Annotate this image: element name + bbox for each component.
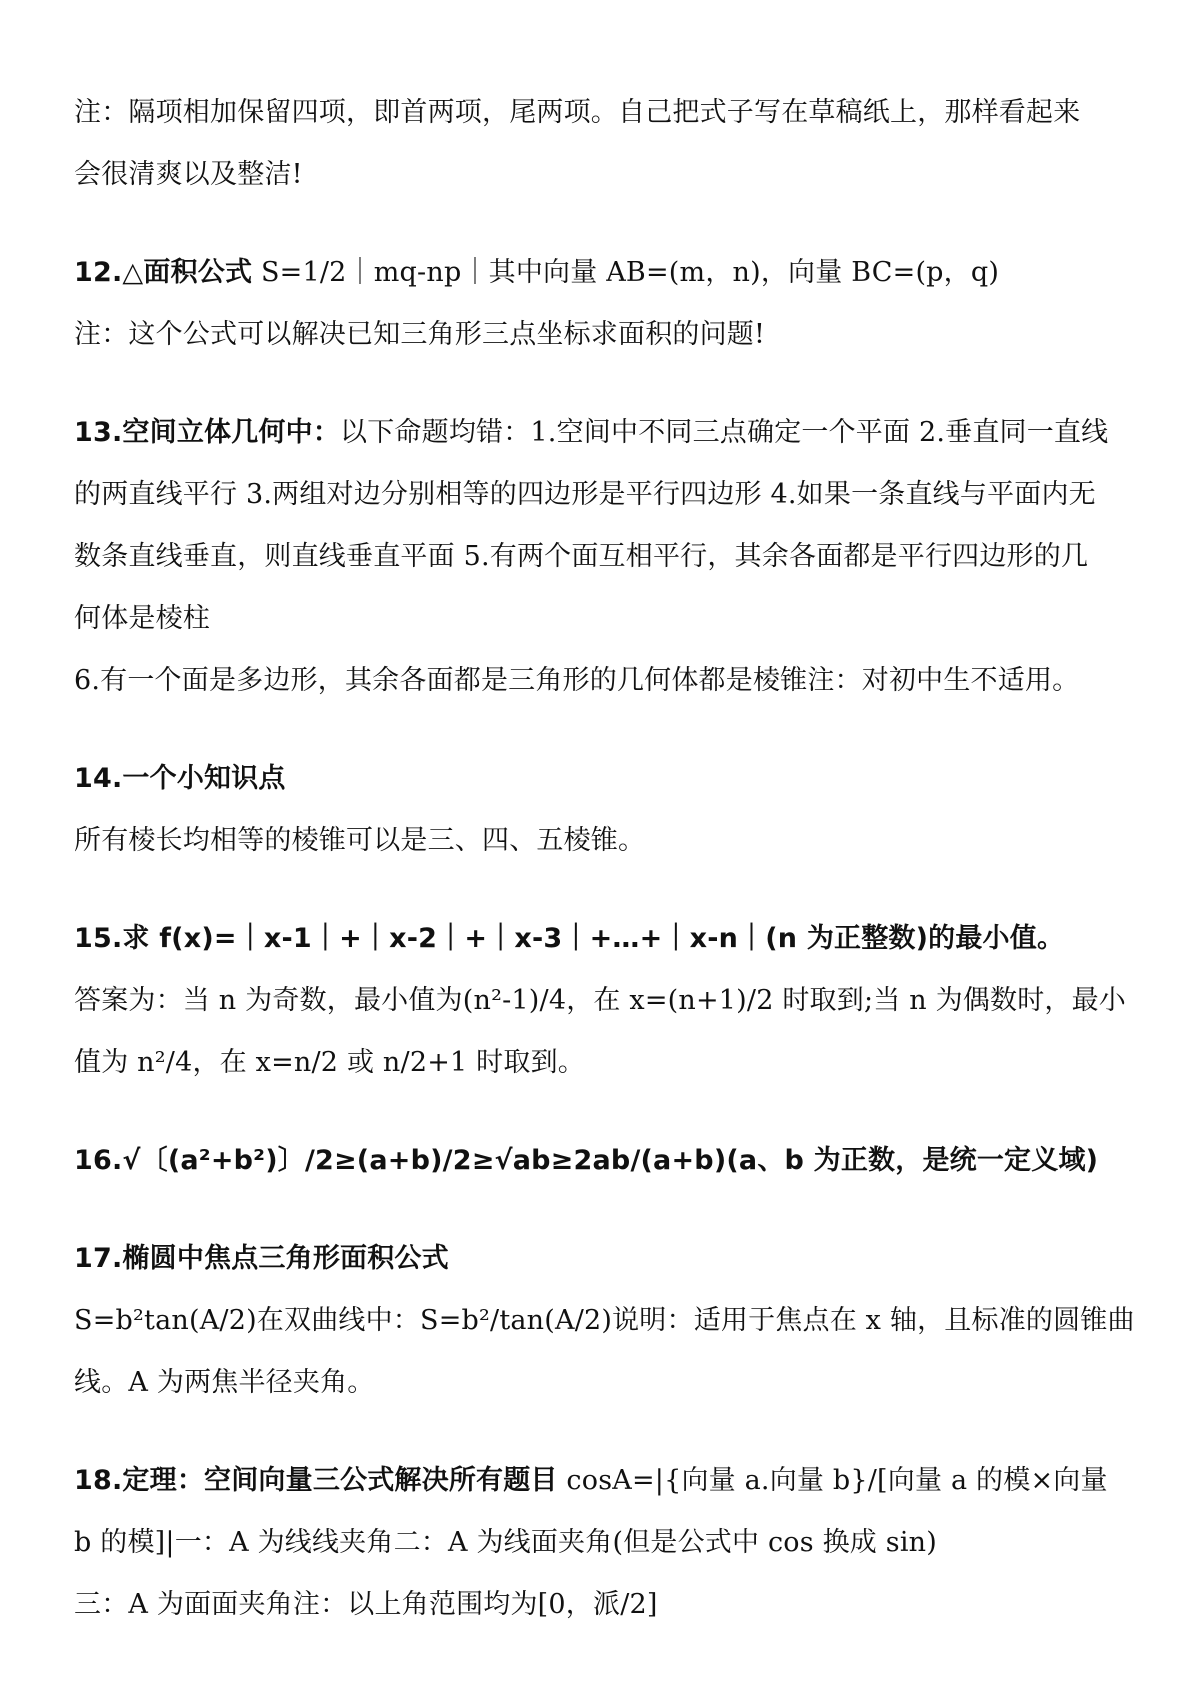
section-heading: 17.椭圆中焦点三角形面积公式 <box>74 1243 449 1274</box>
section-18 <box>74 1450 1134 1636</box>
section-12 <box>74 242 1134 366</box>
formula-line: S=b²tan(A/2)在双曲线中：S=b²/tan(A/2)说明：适用于焦点在 x 轴，且标准的圆锥曲 <box>74 1305 1135 1336</box>
section-heading: 12.△面积公式 <box>74 257 253 288</box>
body-line: 6.有一个面是多边形，其余各面都是三角形的几何体都是棱锥注：对初中生不适用。 <box>74 665 1080 696</box>
section-17 <box>74 1228 1134 1414</box>
inequality-heading: 16.√〔(a²+b²)〕/2≥(a+b)/2≥√ab≥2ab/(a+b)(a、b 为正数，是统一定义域) <box>74 1145 1099 1176</box>
section-11-note <box>74 82 1134 206</box>
formula-text: S=1/2｜mq-np｜其中向量 AB=(m，n)，向量 BC=(p，q) <box>252 257 1000 288</box>
theorem-line: b 的模]|一：A 为线线夹角二：A 为线面夹角(但是公式中 cos 换成 sin) <box>74 1527 937 1558</box>
theorem-line <box>74 1450 1134 1512</box>
theorem-line: 三：A 为面面夹角注：以上角范围均为[0，派/2] <box>74 1589 658 1620</box>
body-line <box>74 402 1134 464</box>
section-13 <box>74 402 1134 712</box>
section-16 <box>74 1130 1134 1192</box>
body-line: 所有棱长均相等的棱锥可以是三、四、五棱锥。 <box>74 825 646 856</box>
formula-line <box>74 242 1134 304</box>
section-heading: 13.空间立体几何中： <box>74 417 341 448</box>
note-line: 注：隔项相加保留四项，即首两项，尾两项。自己把式子写在草稿纸上，那样看起来 <box>74 97 1081 128</box>
section-14 <box>74 748 1134 872</box>
body-line: 何体是棱柱 <box>74 603 210 634</box>
section-15 <box>74 908 1134 1094</box>
document-page <box>74 82 1134 1636</box>
answer-line: 值为 n²/4，在 x=n/2 或 n/2+1 时取到。 <box>74 1047 585 1078</box>
section-heading: 14.一个小知识点 <box>74 763 286 794</box>
section-heading: 18.定理：空间向量三公式解决所有题目 <box>74 1465 558 1496</box>
answer-line: 答案为：当 n 为奇数，最小值为(n²-1)/4，在 x=(n+1)/2 时取到;当 n 为偶数时，最小 <box>74 985 1127 1016</box>
formula-text: cosA=|{向量 a.向量 b}/[向量 a 的模×向量 <box>557 1465 1108 1496</box>
note-line: 注：这个公式可以解决已知三角形三点坐标求面积的问题! <box>74 319 766 350</box>
body-line: 的两直线平行 3.两组对边分别相等的四边形是平行四边形 4.如果一条直线与平面内无 <box>74 479 1096 510</box>
body-text: 以下命题均错：1.空间中不同三点确定一个平面 2.垂直同一直线 <box>340 417 1109 448</box>
section-heading: 15.求 f(x)=｜x-1｜+｜x-2｜+｜x-3｜+…+｜x-n｜(n 为正整数)的最小值。 <box>74 923 1065 954</box>
formula-line: 线。A 为两焦半径夹角。 <box>74 1367 375 1398</box>
body-line: 数条直线垂直，则直线垂直平面 5.有两个面互相平行，其余各面都是平行四边形的几 <box>74 541 1089 572</box>
note-line: 会很清爽以及整洁! <box>74 159 303 190</box>
